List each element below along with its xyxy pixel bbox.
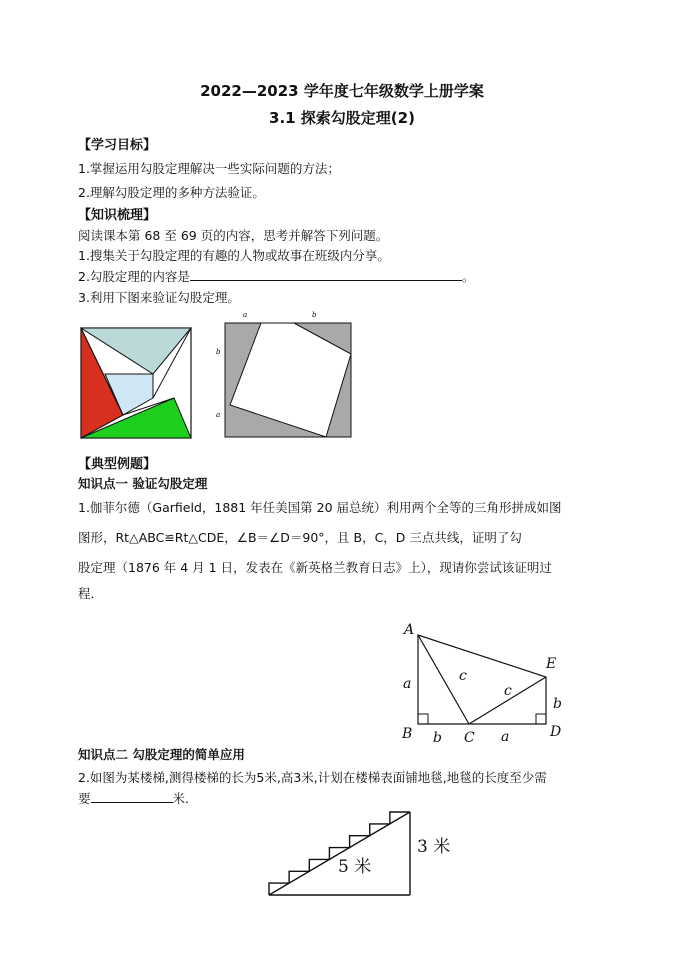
problem2-line2 — [78, 789, 189, 807]
problem1-line2: 图形，Rt△ABC≌Rt△CDE，∠B＝∠D＝90°，且 B，C，D 三点共线，证明了勾 — [78, 530, 522, 545]
q2-suffix: 。 — [461, 269, 475, 284]
label-c-CE: c — [504, 683, 512, 699]
point-D: D — [550, 724, 562, 740]
q2-answer-blank[interactable] — [190, 268, 462, 281]
label-a-left: a — [216, 411, 221, 419]
goal-item-1: 1.掌握运用勾股定理解决一些实际问题的方法； — [78, 161, 340, 176]
p2-suffix: 米. — [172, 791, 189, 806]
right-angle-B — [418, 714, 428, 724]
knowledge-point-2: 知识点二 勾股定理的简单应用 — [78, 747, 245, 762]
problem1-line1: 1.伽菲尔德（Garfield，1881 年任美国第 20 届总统）利用两个全等的三角形拼成如图 — [78, 500, 562, 515]
label-b-right-side: b — [553, 696, 562, 712]
q2-prefix: 2.勾股定理的内容是 — [78, 269, 190, 284]
point-C: C — [464, 730, 475, 746]
p2-answer-blank[interactable] — [91, 790, 173, 803]
knowledge-point-1: 知识点一 验证勾股定理 — [78, 476, 208, 491]
point-E: E — [546, 656, 557, 672]
trapezoid — [418, 635, 546, 724]
p2-prefix: 要 — [78, 791, 91, 806]
stairs-height-label: 3 米 — [417, 837, 451, 857]
right-angle-D — [536, 714, 546, 724]
label-b-top: b — [312, 311, 317, 319]
knowledge-q3: 3.利用下图来验证勾股定理。 — [78, 290, 240, 305]
examples-heading: 【典型例题】 — [78, 457, 157, 472]
problem1-line3: 股定理（1876 年 4 月 1 日，发表在《新英格兰教育日志》上），现请你尝试该证明过 — [78, 560, 552, 575]
goals-heading: 【学习目标】 — [78, 138, 157, 153]
label-a-top: a — [243, 311, 248, 319]
label-a-bottom: a — [501, 729, 510, 745]
label-b-bottom: b — [433, 730, 442, 746]
knowledge-q1: 1.搜集关于勾股定理的有趣的人物或故事在班级内分享。 — [78, 248, 390, 263]
page-title: 2022—2023 学年度七年级数学上册学案 — [200, 82, 484, 100]
gray-square-figure — [214, 310, 354, 440]
point-A: A — [404, 622, 415, 638]
garfield-trapezoid-figure — [395, 620, 575, 752]
label-c-AC: c — [459, 668, 467, 684]
lesson-subtitle: 3.1 探索勾股定理(2) — [269, 109, 415, 127]
knowledge-heading: 【知识梳理】 — [78, 208, 157, 223]
point-B: B — [402, 726, 413, 742]
problem2-line1: 2.如图为某楼梯,测得楼梯的长为5米,高3米,计划在楼梯表面铺地毯,地毯的长度至少需 — [78, 770, 547, 785]
knowledge-q2 — [78, 267, 474, 285]
problem1-line4: 程． — [78, 586, 104, 601]
label-a-left-side: a — [403, 676, 412, 692]
knowledge-intro: 阅读课本第 68 至 69 页的内容，思考并解答下列问题。 — [78, 228, 389, 243]
colored-square-figure — [80, 327, 192, 439]
goal-item-2: 2.理解勾股定理的多种方法验证。 — [78, 185, 265, 200]
label-b-left: b — [216, 348, 221, 356]
stairs-length-label: 5 米 — [338, 857, 372, 877]
